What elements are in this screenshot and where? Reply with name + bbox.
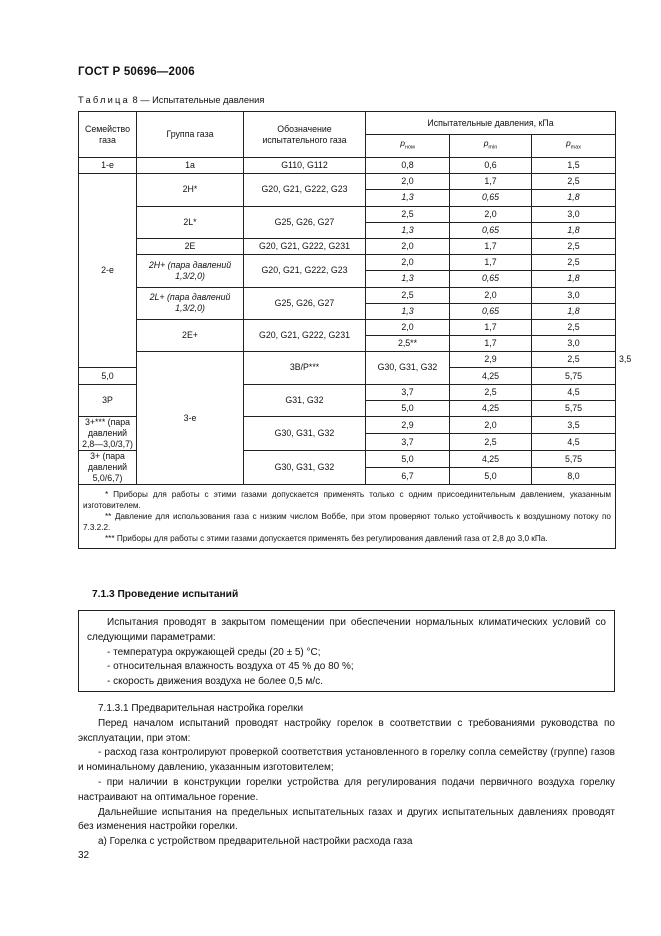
box-intro: Испытания проводят в закрытом помещении при обеспечении нормальных климатических условий со следующими параметрами: (87, 617, 606, 643)
value-cell: 0,65 (450, 190, 532, 206)
group-cell: 3P (79, 384, 137, 416)
value-cell: 1,8 (532, 271, 616, 287)
header-designation: Обозначение испытательного газа (244, 112, 366, 158)
value-cell: 2,0 (366, 174, 450, 190)
value-cell: 2,0 (366, 319, 450, 335)
table-note: *** Приборы для работы с этими газами допускается применять без регулирования давлений газа от 2,8 до 3,0 кПа. (105, 534, 548, 543)
table-caption-text: 8 — Испытательные давления (132, 95, 265, 105)
value-cell: 5,75 (532, 368, 616, 384)
document-header: ГОСТ Р 50696—2006 (78, 66, 195, 78)
body-text (78, 702, 615, 850)
value-cell: 1,8 (532, 190, 616, 206)
group-cell: 2H* (137, 174, 244, 206)
value-cell: 3,0 (532, 336, 616, 352)
table-row (79, 206, 616, 222)
value-cell: 2,5 (366, 287, 450, 303)
value-cell: 4,25 (450, 400, 532, 416)
value-cell: 3,7 (366, 384, 450, 400)
group-cell: 2L+ (пара давлений 1,3/2,0) (137, 287, 244, 319)
paragraph: Перед началом испытаний проводят настройку горелок в соответствии с требованиями руководства по эксплуатации, при этом: (78, 717, 615, 744)
box-item: - относительная влажность воздуха от 45 % до 80 %; (107, 661, 354, 673)
value-cell: 2,5 (532, 352, 616, 368)
group-cell: 2E (137, 238, 244, 254)
value-cell: 3,0 (532, 287, 616, 303)
value-cell: 5,0 (79, 368, 137, 384)
value-cell: 2,0 (366, 238, 450, 254)
gas-cell: G25, G26, G27 (244, 287, 366, 319)
test-conditions-box (78, 610, 615, 692)
value-cell: 2,0 (450, 206, 532, 222)
value-cell: 1,7 (450, 319, 532, 335)
value-cell: 2,5 (450, 434, 532, 451)
group-cell: 3B/P*** (244, 352, 366, 384)
value-cell: 2,0 (450, 417, 532, 434)
value-cell: 1,3 (366, 303, 450, 319)
table-note: * Приборы для работы с этими газами допускается применять только с одним присоединительным давлением, указанным изготовителем. (83, 490, 611, 510)
group-cell: 3+ (пара давлений 5,0/6,7) (79, 451, 137, 485)
value-cell: 2,5 (532, 319, 616, 335)
page-number: 32 (78, 850, 90, 861)
value-cell: 0,65 (450, 222, 532, 238)
value-cell: 1,3 (366, 222, 450, 238)
gas-cell: G31, G32 (244, 384, 366, 416)
value-cell: 5,75 (532, 451, 616, 468)
value-cell: 0,8 (366, 158, 450, 174)
value-cell: 4,5 (532, 384, 616, 400)
family-cell: 3-е (137, 352, 244, 485)
value-cell: 2,5 (366, 206, 450, 222)
gas-cell: G20, G21, G222, G231 (244, 319, 366, 351)
gas-cell: G20, G21, G222, G23 (244, 174, 366, 206)
gas-cell: G25, G26, G27 (244, 206, 366, 238)
value-cell: 6,7 (366, 468, 450, 485)
table-row (79, 158, 616, 174)
value-cell: 5,0 (450, 468, 532, 485)
gas-cell: G30, G31, G32 (244, 451, 366, 485)
table-note: ** Давление для использования газа с низким числом Воббе, при этом проверяют только устойчивость к воздушному потоку по 7.3.2.2. (83, 512, 611, 532)
table-caption (78, 95, 264, 105)
table-row: 3-е 3B/P*** G30, G31, G32 2,9 2,5 3,5 (79, 352, 616, 368)
group-cell: 1a (137, 158, 244, 174)
group-cell: 2L* (137, 206, 244, 238)
header-group: Группа газа (137, 112, 244, 158)
gas-cell: G20, G21, G222, G231 (244, 238, 366, 254)
value-cell: 5,0 (366, 451, 450, 468)
value-cell: 3,7 (366, 434, 450, 451)
value-cell: 1,7 (450, 238, 532, 254)
value-cell: 4,5 (532, 434, 616, 451)
header-p-min: $p_{min}$ (450, 135, 532, 158)
table-row (79, 287, 616, 303)
gas-cell: G30, G31, G32 (366, 352, 450, 384)
value-cell: 1,3 (366, 271, 450, 287)
value-cell: 0,6 (450, 158, 532, 174)
table-row (79, 174, 616, 190)
value-cell: 1,7 (450, 174, 532, 190)
value-cell: 0,65 (450, 303, 532, 319)
value-cell: 5,0 (366, 400, 450, 416)
value-cell: 1,7 (450, 255, 532, 271)
paragraph: Дальнейшие испытания на предельных испытательных газах и других испытательных давлениях проводят без изменения настройки горелки. (78, 806, 615, 833)
value-cell: 2,5 (532, 238, 616, 254)
family-cell: 2-е (79, 174, 137, 368)
value-cell: 2,9 (450, 352, 532, 368)
group-cell: 3+*** (пара давлений 2,8—3,0/3,7) (79, 417, 137, 451)
value-cell: 0,65 (450, 271, 532, 287)
value-cell: 2,5 (450, 384, 532, 400)
value-cell: 2,5 (532, 174, 616, 190)
table-row (79, 238, 616, 254)
value-cell: 2,0 (366, 255, 450, 271)
family-cell: 1-е (79, 158, 137, 174)
value-cell: 1,5 (532, 158, 616, 174)
group-cell: 2E+ (137, 319, 244, 351)
header-p-max: $p_{max}$ (532, 135, 616, 158)
value-cell: 1,7 (450, 336, 532, 352)
value-cell: 4,25 (450, 451, 532, 468)
subsection-title: 7.1.3.1 Предварительная настройка горелки (98, 703, 304, 714)
test-pressure-table (78, 111, 632, 549)
value-cell: 5,75 (532, 400, 616, 416)
paragraph: - расход газа контролируют проверкой соответствия установленного в горелку сопла семейству (группе) газов и номинальному давлению, указанным изготовителем; (78, 747, 615, 774)
value-cell: 1,8 (532, 303, 616, 319)
paragraph: - при наличии в конструкции горелки устройства для регулирования подачи первичного воздуха горелку настраивают на оптимальное горение. (78, 776, 615, 803)
value-cell: 2,9 (366, 417, 450, 434)
header-family: Семейство газа (79, 112, 137, 158)
value-cell: 2,5** (366, 336, 450, 352)
gas-cell: G110, G112 (244, 158, 366, 174)
section-title: 7.1.3 Проведение испытаний (92, 589, 239, 600)
gas-cell: G30, G31, G32 (244, 417, 366, 451)
value-cell: 2,5 (532, 255, 616, 271)
value-cell: 3,0 (532, 206, 616, 222)
value-cell: 1,8 (532, 222, 616, 238)
table-row (79, 319, 616, 335)
value-cell: 4,25 (450, 368, 532, 384)
paragraph: а) Горелка с устройством предварительной настройки расхода газа (98, 836, 413, 848)
table-caption-word: Таблица (78, 95, 130, 105)
value-cell: 2,0 (450, 287, 532, 303)
value-cell: 3,5 (532, 417, 616, 434)
value-cell: 1,3 (366, 190, 450, 206)
header-p-nom: $p_{ном}$ (366, 135, 450, 158)
header-pressures: Испытательные давления, кПа (366, 112, 616, 135)
group-cell: 2H+ (пара давлений 1,3/2,0) (137, 255, 244, 287)
box-item: - скорость движения воздуха не более 0,5 м/с. (107, 676, 323, 688)
value-cell: 8,0 (532, 468, 616, 485)
box-item: - температура окружающей среды (20 ± 5) °С; (107, 646, 321, 658)
table-notes (79, 485, 616, 549)
table-row (79, 255, 616, 271)
gas-cell: G20, G21, G222, G23 (244, 255, 366, 287)
